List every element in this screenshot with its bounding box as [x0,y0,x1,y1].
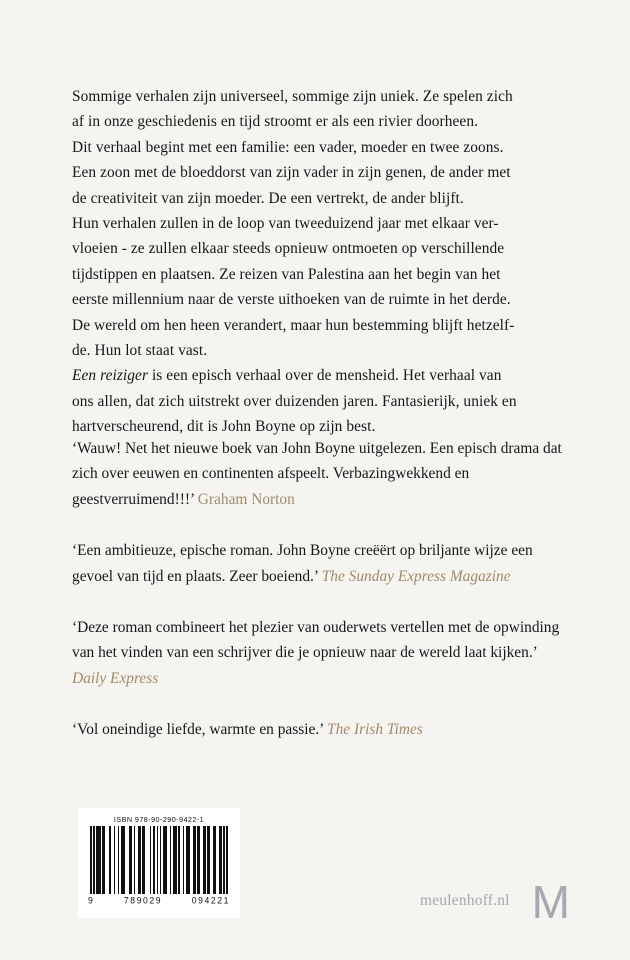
review-quotes-section [72,436,566,743]
blurb-line: ons allen, dat zich uitstrekt over duizenden jaren. Fantasierijk, uniek en [72,392,517,410]
blurb-line: de creativiteit van zijn moeder. De een vertrekt, de ander blijft. [72,189,464,207]
quote-source: Graham Norton [197,490,295,508]
blurb-paragraph-main [72,84,566,363]
review-quote [72,717,566,742]
publisher-block [390,876,570,928]
ean-digits [88,895,230,906]
isbn-barcode [78,808,240,918]
blurb-line: af in onze geschiedenis en tijd stroomt er als een rivier doorheen. [72,113,479,131]
quote-source: The Irish Times [327,721,423,739]
quote-text: ‘Vol oneindige liefde, warmte en passie.’ [72,721,324,739]
isbn-number-label: ISBN 978-90-290-9422-1 [113,814,205,825]
review-quote [72,436,566,512]
blurb-line: tijdstippen en plaatsen. Ze reizen van Palestina aan het begin van het [72,265,501,283]
book-title-italic: Een reiziger [72,367,149,385]
blurb-line: vloeien - ze zullen elkaar steeds opnieuw ontmoeten op verschillende [72,240,505,258]
quote-text: ‘Een ambitieuze, epische roman. John Boyne creëërt op briljante wijze een gevoel van tijd en plaats. Zeer boeiend.’ [72,542,533,585]
blurb-line: Hun verhalen zullen in de loop van tweeduizend jaar met elkaar ver- [72,215,499,233]
review-quote [72,538,566,589]
barcode-bars [90,826,227,894]
ean-lead-digit: 9 [88,894,95,906]
quote-source: Daily Express [72,669,159,687]
meulenhoff-logo-icon: M [531,876,570,928]
quote-text: ‘Deze roman combineert het plezier van ouderwets vertellen met de opwinding van het vinden van een schrijver die je opnieuw naar de wereld laat kijken.’ [72,619,560,662]
blurb-line: De wereld om hen heen verandert, maar hun bestemming blijft hetzelf- [72,316,515,334]
blurb-line: hartverscheurend, dit is John Boyne op zijn best. [72,418,376,436]
quote-text: ‘Wauw! Net het nieuwe boek van John Boyne uitgelezen. Een episch drama dat zich over eeuwen en continenten afspeelt. Verbazingwekkend en geestverruimend!!!’ [72,440,562,508]
blurb-paragraph-closing [72,363,566,439]
publisher-website[interactable]: meulenhoff.nl [419,892,510,910]
blurb-line-title-rest: is een episch verhaal over de mensheid. Het verhaal van [148,367,502,385]
blurb-line: eerste millennium naar de verste uithoeken van de ruimte in het derde. [72,291,511,309]
blurb-line-title [72,363,566,388]
blurb-section [72,84,566,440]
blurb-line: de. Hun lot staat vast. [72,342,208,360]
blurb-line: Sommige verhalen zijn universeel, sommige zijn uniek. Ze spelen zich [72,88,513,105]
review-quote [72,615,566,691]
ean-right-group: 094221 [191,894,230,906]
quote-source: The Sunday Express Magazine [321,567,511,585]
ean-left-group: 789029 [123,894,163,906]
blurb-line: Dit verhaal begint met een familie: een vader, moeder en twee zoons. [72,138,504,156]
blurb-line: Een zoon met de bloeddorst van zijn vader in zijn genen, de ander met [72,164,511,182]
